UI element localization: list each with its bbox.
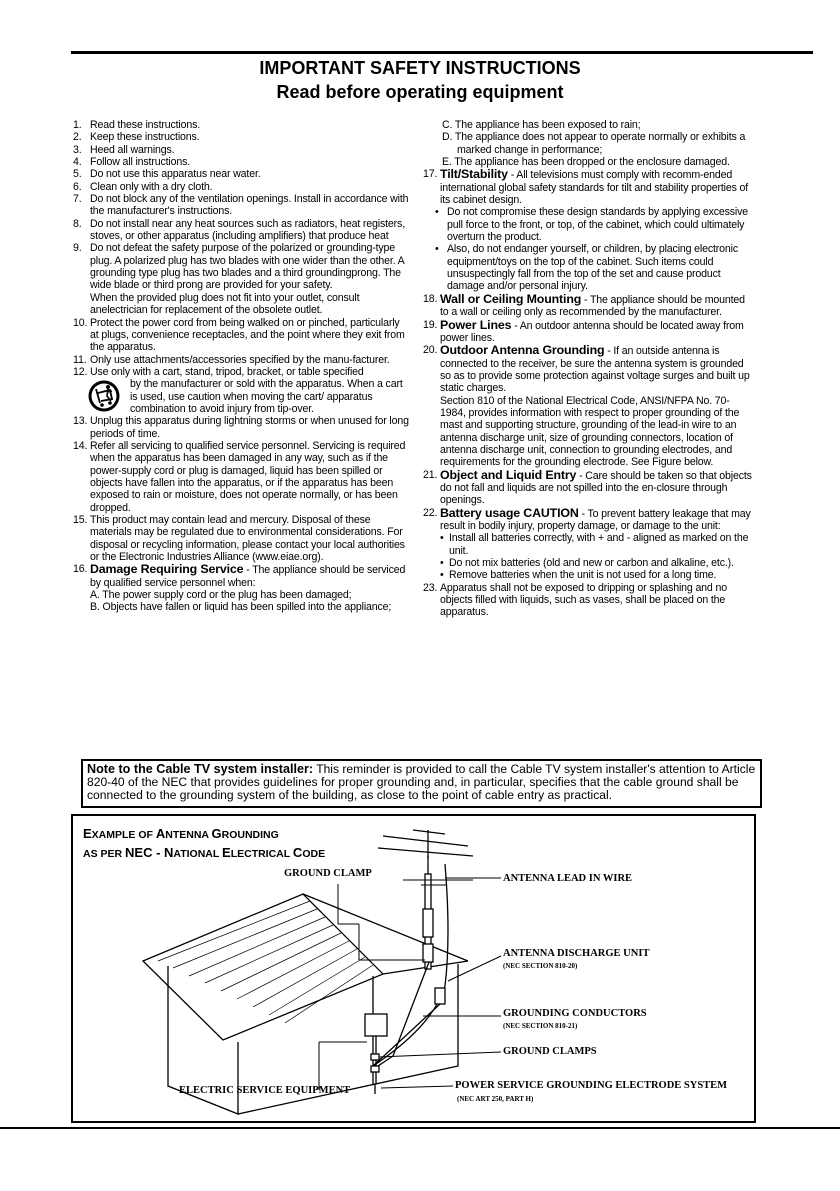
item-number: 18. (423, 292, 438, 305)
item-text: - Care should be taken so that objects do not fall and liquids are not spilled into the en-closure through openings. (440, 469, 752, 507)
list-item (423, 507, 753, 533)
list-item (73, 366, 409, 378)
item-text: Unplug this apparatus during lightning storms or when unused for long periods of time. (90, 415, 409, 440)
item-number: 9. (73, 242, 82, 255)
antenna-grounding-diagram (73, 816, 754, 1121)
page-title: IMPORTANT SAFETY INSTRUCTIONS (259, 58, 581, 78)
item-text: Protect the power cord from being walked on or pinched, particularly at plugs, convenience receptacles, and the point where they exit from the apparatus. (90, 316, 405, 354)
list-item (423, 582, 753, 619)
list-item (423, 168, 753, 206)
item-text: Do not block any of the ventilation openings. Install in accordance with the manufacturer's instructions. (90, 193, 409, 218)
bullet-item (423, 557, 753, 569)
item-number: 12. (73, 365, 88, 378)
item-heading: Object and Liquid Entry (440, 467, 577, 482)
item-number: 20. (423, 344, 438, 357)
cable-installer-note (81, 759, 762, 808)
item-number: 2. (73, 131, 82, 144)
bullet: • (440, 557, 444, 570)
bullet: • (435, 206, 439, 219)
item-text: Keep these instructions. (90, 131, 200, 144)
item-number: 6. (73, 180, 82, 193)
sub-item (73, 589, 409, 601)
item-text: by the manufacturer or sold with the apparatus. When a cart is used, use caution when moving the cart/ apparatus combination to avoid injury from tip-over. (130, 378, 403, 415)
list-item (423, 469, 753, 507)
item-text: - An outdoor antenna should be located away from power lines. (440, 319, 744, 344)
bullet-item (423, 532, 753, 557)
sub-item (423, 131, 753, 156)
item-text: Read these instructions. (90, 119, 201, 131)
bullet-item (423, 243, 753, 292)
item-text: - All televisions must comply with recomm-ended international global safety standards for tilt and stability properties of its cabinet design. (440, 169, 749, 207)
note-heading: Note to the Cable TV system installer: (87, 762, 314, 776)
electric-service-label: ELECTRIC SERVICE EQUIPMENT (179, 1085, 351, 1096)
page-subtitle: Read before operating equipment (276, 82, 564, 102)
ground-clamp-label: GROUND CLAMP (284, 868, 372, 879)
item-text: - The appliance should be mounted to a wall or ceiling only as recommended by the manufacturer. (440, 293, 745, 319)
list-item (73, 156, 409, 168)
right-column (423, 119, 753, 619)
item-number: 5. (73, 168, 82, 181)
figure-subtitle: AS PER NEC - NATIONAL ELECTRICAL CODE (83, 845, 326, 860)
item-number: 11. (73, 353, 87, 366)
bullet-item (423, 569, 753, 581)
grounding-electrode-ref: (NEC ART 250, PART H) (457, 1095, 534, 1103)
list-item (73, 131, 409, 143)
bullet: • (440, 569, 444, 582)
item-text: - The appliance should be serviced by qualified service personnel when: (90, 564, 406, 589)
item-number: 1. (73, 119, 82, 131)
list-item-continued (423, 395, 753, 469)
list-item (423, 293, 753, 319)
list-item (73, 514, 409, 563)
item-text: Install all batteries correctly, with + and - aligned as marked on the unit. (449, 532, 749, 557)
bottom-rule (0, 1127, 840, 1129)
sub-item (423, 119, 753, 131)
item-text: Remove batteries when the unit is not used for a long time. (449, 569, 717, 582)
item-text: Do not use this apparatus near water. (90, 168, 261, 181)
discharge-unit-ref: (NEC SECTION 810-20) (503, 962, 578, 970)
item-number: 14. (73, 439, 88, 452)
item-number: 7. (73, 193, 82, 206)
item-text: D. The appliance does not appear to operate normally or exhibits a marked change in performance; (442, 131, 746, 156)
list-item (73, 563, 409, 589)
item-text: B. Objects have fallen or liquid has been spilled into the appliance; (90, 601, 392, 614)
list-item (73, 218, 409, 243)
item-text: Clean only with a dry cloth. (90, 180, 213, 193)
list-item (73, 119, 409, 131)
item-number: 22. (423, 506, 438, 519)
list-item (73, 193, 409, 218)
item-number: 3. (73, 143, 82, 156)
list-item (73, 181, 409, 193)
antenna-grounding-figure (71, 814, 756, 1123)
item-number: 16. (73, 563, 88, 576)
grounding-electrode-label: POWER SERVICE GROUNDING ELECTRODE SYSTEM (455, 1080, 728, 1091)
item-text: Do not install near any heat sources such as radiators, heat registers, stoves, or other apparatus (including amplifiers) that produce heat (90, 217, 405, 243)
item-number: 21. (423, 468, 438, 481)
figure-title: EXAMPLE OF ANTENNA GROUNDING (83, 826, 279, 841)
item-number: 8. (73, 217, 82, 230)
cart-tip-over-warning-icon (87, 379, 121, 413)
list-item (73, 440, 409, 514)
item-text: Use only with a cart, stand, tripod, bracket, or table specified (90, 365, 364, 378)
item-text: Only use attachments/accessories specified by the manu-facturer. (90, 353, 390, 366)
sub-item (73, 601, 409, 613)
item-text: A. The power supply cord or the plug has been damaged; (90, 589, 352, 602)
list-item-continued (73, 292, 409, 317)
item-text: Apparatus shall not be exposed to dripping or splashing and no objects filled with liquids, such as vases, shall be placed on the apparatus. (440, 581, 727, 619)
item-text: Do not defeat the safety purpose of the polarized or grounding-type plug. A polarized plug has two blades with one wider than the other. A grounding type plug has two blades and a third groundingprong. The wide blade or third prong are provided for your safety. (90, 242, 405, 292)
list-item (423, 319, 753, 345)
bullet: • (435, 243, 439, 256)
list-item (73, 144, 409, 156)
item-number: 10. (73, 316, 88, 329)
item-heading: Wall or Ceiling Mounting (440, 291, 582, 306)
bullet-item (423, 206, 753, 243)
item-text: - To prevent battery leakage that may result in bodily injury, property damage, or damage to the unit: (440, 507, 751, 532)
list-item (73, 354, 409, 366)
top-rule (71, 51, 813, 54)
item-heading: Outdoor Antenna Grounding (440, 343, 605, 358)
item-text: Follow all instructions. (90, 156, 191, 169)
cart-warning (73, 378, 409, 415)
item-heading: Damage Requiring Service (90, 562, 244, 577)
ground-clamps-label: GROUND CLAMPS (503, 1046, 597, 1057)
item-text: Also, do not endanger yourself, or children, by placing electronic equipment/toys on the top of the cabinet. Such items could unsuspectingly fall from the top of the set and cause product damage and/or personal injury. (447, 243, 739, 293)
item-number: 13. (73, 415, 88, 428)
list-item (73, 415, 409, 440)
list-item (73, 317, 409, 354)
bullet: • (440, 532, 444, 545)
item-text: - If an outside antenna is connected to the receiver, be sure the antenna system is grounded so as to provide some protection against voltage surges and built up static charges. (440, 345, 750, 395)
item-number: 4. (73, 156, 82, 169)
item-number: 23. (423, 581, 438, 594)
left-column (73, 119, 409, 614)
item-text: C. The appliance has been exposed to rain; (442, 119, 641, 131)
note-text: This reminder is provided to call the Cable TV system installer's attention to Article 820-40 of the NEC that provides guidelines for proper grounding and, in particular, specifies that the cable ground shall be connected to the grounding system of the building, as close to the point of cable entry as practical. (87, 762, 756, 802)
lead-in-wire-label: ANTENNA LEAD IN WIRE (503, 873, 633, 884)
grounding-conductors-label: GROUNDING CONDUCTORS (503, 1008, 647, 1019)
item-text: E. The appliance has been dropped or the enclosure damaged. (442, 156, 730, 169)
grounding-conductors-ref: (NEC SECTION 810-21) (503, 1022, 578, 1030)
item-text: Do not mix batteries (old and new or carbon and alkaline, etc.). (449, 557, 734, 570)
item-text: Heed all warnings. (90, 143, 175, 156)
item-text: This product may contain lead and mercury. Disposal of these materials may be regulated due to environmental considerations. For disposal or recycling information, please contact your local authorities or the Electronic Industries Alliance (www.eiae.org). (90, 514, 405, 564)
item-heading: Tilt/Stability (440, 167, 508, 182)
item-number: 17. (423, 168, 438, 181)
item-heading: Power Lines (440, 317, 512, 332)
discharge-unit-label: ANTENNA DISCHARGE UNIT (503, 948, 650, 959)
item-text: Section 810 of the National Electrical Code, ANSI/NFPA No. 70-1984, provides information with respect to proper grounding of the mast and supporting structure, grounding of the lead-in wire to an antenna discharge unit, size of grounding connectors, location of antenna discharge unit, connection to grounding electrodes, and requirements for the grounding electrode. See Figure below. (440, 394, 740, 469)
item-text: Refer all servicing to qualified service personnel. Servicing is required when the apparatus has been damaged in any way, such as if the power-supply cord or plug is damaged, liquid has been spilled or objects have fallen into the apparatus, or if the apparatus has been exposed to rain or moisture, does not operate normally, or has been dropped. (90, 439, 406, 514)
list-item (423, 344, 753, 394)
list-item (73, 242, 409, 291)
item-heading: Battery usage CAUTION (440, 505, 579, 520)
item-text: When the provided plug does not fit into your outlet, consult anelectrician for replacement of the obsolete outlet. (90, 291, 360, 317)
item-number: 15. (73, 514, 88, 526)
item-number: 19. (423, 318, 438, 331)
item-text: Do not compromise these design standards by applying excessive pull force to the front, or top, of the cabinet, which could ultimately overturn the product. (447, 206, 749, 244)
list-item (73, 168, 409, 180)
